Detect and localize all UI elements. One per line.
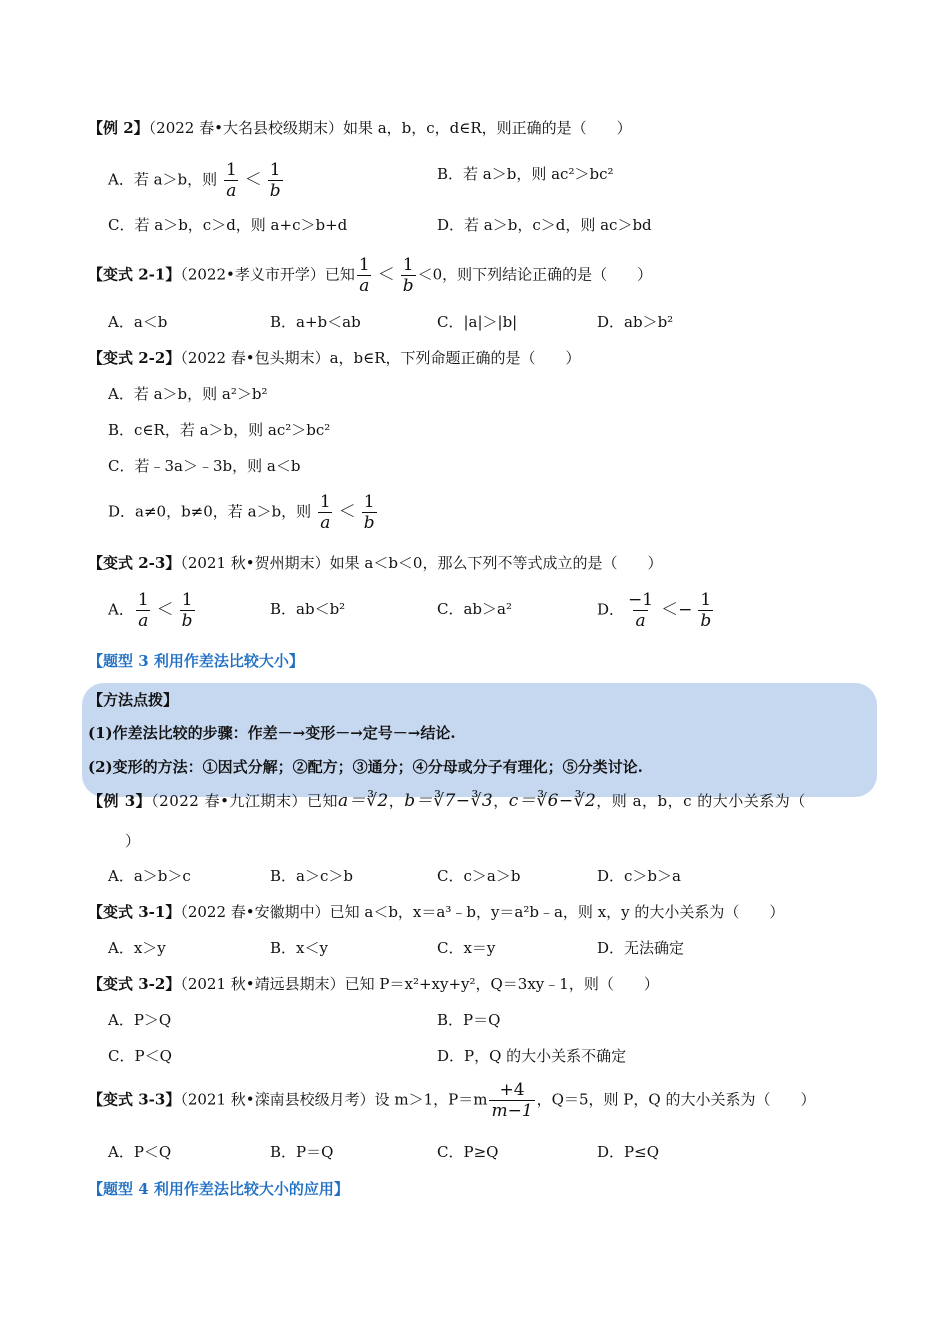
- fraction: $\frac{1}{b}$: [181, 590, 193, 631]
- variant-2-3-option-c: C．ab＞a²: [437, 600, 512, 618]
- fraction: $\frac{1}{b}$: [402, 255, 414, 296]
- variant-3-2-question: 【变式 3-2】（2021 秋•靖远县期末）已知 P＝x²+xy+y²，Q＝3xy﹣1，则（ ）: [88, 975, 659, 993]
- variant-2-1-option-b: B．a+b＜ab: [270, 313, 361, 331]
- fraction: $\frac{-1}{a}$: [628, 590, 654, 631]
- example-3-b-expression: b＝∛7−∛3: [404, 791, 494, 811]
- method-tip-line-2: (2)变形的方法：①因式分解；②配方；③通分；④分母或分子有理化；⑤分类讨论.: [88, 758, 643, 776]
- variant-3-2-option-b: B．P＝Q: [437, 1011, 501, 1029]
- fraction: $\frac{1}{a}$: [225, 160, 237, 201]
- variant-3-2-option-c: C．P＜Q: [108, 1047, 172, 1065]
- variant-2-3-question: 【变式 2-3】（2021 秋•贺州期末）如果 a＜b＜0，那么下列不等式成立的是（ ）: [88, 554, 663, 572]
- fraction: $\frac{1}{a}$: [319, 492, 331, 533]
- example-2-option-d: D．若 a＞b，c＞d，则 ac＞bd: [437, 216, 652, 234]
- variant-3-1-option-c: C．x＝y: [437, 939, 496, 957]
- example-2-option-b: B．若 a＞b，则 ac²＞bc²: [437, 165, 614, 183]
- topic-3-heading: 【题型 3 利用作差法比较大小】: [88, 652, 304, 670]
- fraction: $\frac{1}{b}$: [363, 492, 375, 533]
- variant-2-1-option-d: D．ab＞b²: [597, 313, 674, 331]
- variant-3-1-question: 【变式 3-1】（2022 春•安徽期中）已知 a＜b，x＝a³﹣b，y＝a²b﹣a，则 x，y 的大小关系为（ ）: [88, 903, 785, 921]
- variant-3-3-option-c: C．P≥Q: [437, 1143, 499, 1161]
- variant-2-1-option-a: A．a＜b: [108, 313, 168, 331]
- variant-3-3-question: 【变式 3-3】（2021 秋•滦南县校级月考）设 m＞1，P＝m $\frac{+4}{m-1}$ ，Q＝5，则 P，Q 的大小关系为（ ）: [88, 1080, 816, 1121]
- topic-4-heading: 【题型 4 利用作差法比较大小的应用】: [88, 1180, 349, 1198]
- example-2-text: （2022 春•大名县校级期末）如果 a，b，c，d∈R，则正确的是（ ）: [148, 119, 632, 137]
- fraction: $\frac{1}{b}$: [700, 590, 712, 631]
- example-3-a-expression: a＝∛2: [337, 791, 389, 811]
- variant-3-2-option-d: D．P，Q 的大小关系不确定: [437, 1047, 627, 1065]
- example-2-question: [88, 118, 632, 138]
- fraction: $\frac{1}{b}$: [269, 160, 281, 201]
- variant-2-1-option-c: C．|a|＞|b|: [437, 313, 518, 331]
- variant-2-3-option-a: A． $\frac{1}{a}$ ＜ $\frac{1}{b}$: [108, 590, 193, 631]
- variant-3-1-option-a: A．x＞y: [108, 939, 166, 957]
- variant-3-1-option-d: D．无法确定: [597, 939, 685, 957]
- example-3-option-d: D．c＞b＞a: [597, 867, 681, 885]
- variant-3-3-option-d: D．P≤Q: [597, 1143, 659, 1161]
- example-3-question-close: ）: [125, 832, 141, 850]
- method-tip-box: [82, 683, 877, 797]
- example-2-option-c: C．若 a＞b，c＞d，则 a+c＞b+d: [108, 216, 348, 234]
- variant-2-2-option-d: D．a≠0，b≠0，若 a＞b，则 $\frac{1}{a}$ ＜ $\frac{1}{b}$: [108, 492, 375, 533]
- variant-3-1-option-b: B．x＜y: [270, 939, 328, 957]
- example-3-option-c: C．c＞a＞b: [437, 867, 521, 885]
- variant-2-2-option-a: A．若 a＞b，则 a²＞b²: [108, 385, 268, 403]
- variant-3-3-option-b: B．P＝Q: [270, 1143, 334, 1161]
- fraction: $\frac{1}{a}$: [358, 255, 370, 296]
- example-3-c-expression: c＝∛6−∛2: [508, 791, 597, 811]
- example-2-tag: 【例 2】: [88, 119, 149, 137]
- variant-2-2-option-c: C．若﹣3a＞﹣3b，则 a＜b: [108, 457, 301, 475]
- method-tip-title: 【方法点拨】: [88, 691, 179, 709]
- variant-2-2-question: 【变式 2-2】（2022 春•包头期末）a，b∈R，下列命题正确的是（ ）: [88, 349, 581, 367]
- example-3-question: 【例 3】（2022 春•九江期末）已知a＝∛2，b＝∛7−∛3，c＝∛6−∛2，则 a，b，c 的大小关系为（: [88, 791, 806, 811]
- variant-2-3-option-d: D． $\frac{-1}{a}$ ＜− $\frac{1}{b}$: [597, 590, 712, 631]
- variant-3-2-option-a: A．P＞Q: [108, 1011, 172, 1029]
- fraction: $\frac{1}{a}$: [137, 590, 149, 631]
- example-2-option-a: A．若 a＞b，则 $\frac{1}{a}$ ＜ $\frac{1}{b}$: [108, 160, 281, 201]
- variant-2-3-option-b: B．ab＜b²: [270, 600, 346, 618]
- method-tip-line-1: (1)作差法比较的步骤：作差－→变形－→定号－→结论.: [88, 724, 456, 742]
- fraction: $\frac{+4}{m-1}$: [491, 1080, 533, 1121]
- variant-3-3-option-a: A．P＜Q: [108, 1143, 172, 1161]
- variant-2-1-question: 【变式 2-1】（2022•孝义市开学）已知 $\frac{1}{a}$ ＜ $\frac{1}{b}$ ＜0，则下列结论正确的是（ ）: [88, 255, 653, 296]
- example-3-option-a: A．a＞b＞c: [108, 867, 191, 885]
- variant-2-2-option-b: B．c∈R，若 a＞b，则 ac²＞bc²: [108, 421, 331, 439]
- example-3-option-b: B．a＞c＞b: [270, 867, 353, 885]
